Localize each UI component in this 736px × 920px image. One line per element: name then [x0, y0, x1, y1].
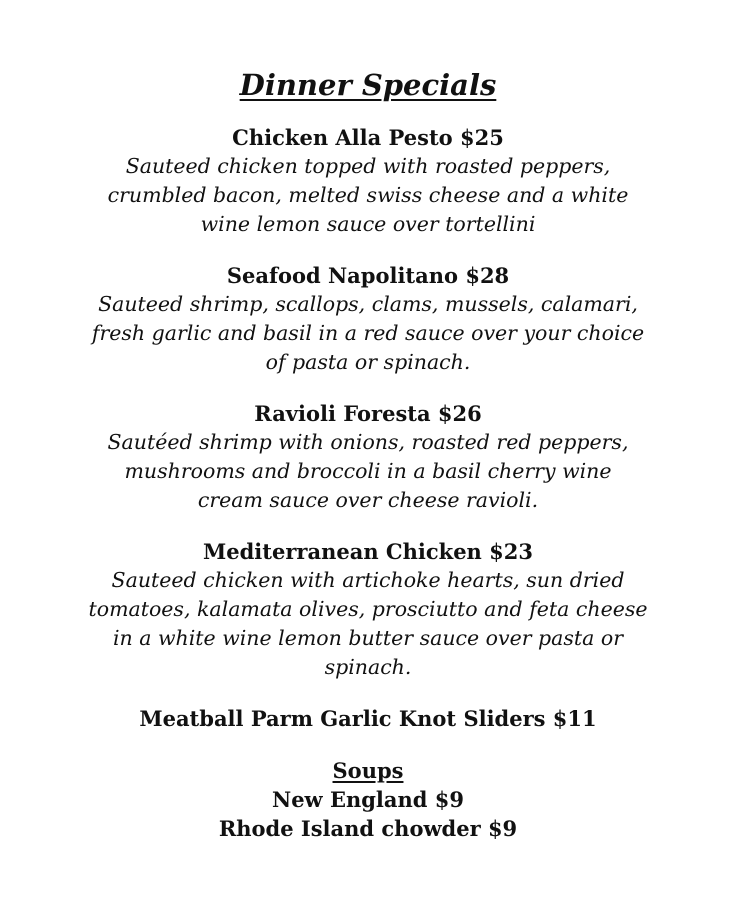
menu-item-description: Sauteed shrimp, scallops, clams, mussels, calamari, fresh garlic and basil in a red sauce over your choice of pasta or spinach. — [91, 292, 645, 374]
soups-section — [0, 757, 736, 843]
soup-item-new-england: New England $9 — [272, 787, 464, 812]
menu-item-mediterranean-chicken — [0, 538, 736, 682]
menu-item-sliders: Meatball Parm Garlic Knot Sliders $11 — [139, 706, 597, 731]
soups-heading: Soups — [332, 758, 404, 783]
menu-item-name: Ravioli Foresta $26 — [254, 401, 482, 426]
menu-item-name: Seafood Napolitano $28 — [226, 263, 510, 288]
menu-item-chicken-alla-pesto — [0, 124, 736, 239]
menu-item-ravioli-foresta — [0, 400, 736, 515]
menu-item-name: Mediterranean Chicken $23 — [203, 539, 533, 564]
menu-item-description: Sauteed chicken topped with roasted peppers, crumbled bacon, melted swiss cheese and a white wine lemon sauce over tortellini — [107, 154, 629, 236]
menu-item-name: Chicken Alla Pesto $25 — [232, 125, 504, 150]
menu-item-description: Sautéed shrimp with onions, roasted red peppers, mushrooms and broccoli in a basil cherry wine cream sauce over cheese ravioli. — [107, 430, 629, 512]
soup-item-rhode-island: Rhode Island chowder $9 — [218, 816, 518, 841]
menu-title: Dinner Specials — [239, 68, 497, 102]
menu-item-seafood-napolitano — [0, 262, 736, 377]
menu-item-description: Sauteed chicken with artichoke hearts, sun dried tomatoes, kalamata olives, prosciutto and feta cheese in a white wine lemon butter sauce over pasta or spinach. — [88, 568, 648, 679]
